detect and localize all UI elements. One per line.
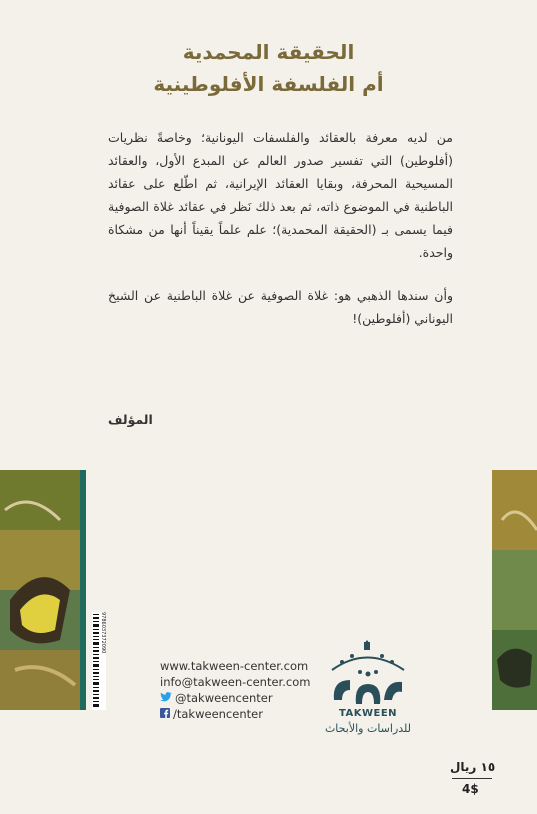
author-label: المؤلف xyxy=(108,412,153,427)
twitter-line[interactable] xyxy=(160,690,310,706)
publisher-name-ar: للدراسات والأبحاث xyxy=(324,722,412,735)
accent-strip xyxy=(80,470,86,710)
barcode-number: 9786037372090 xyxy=(100,612,106,654)
book-title-line-2: أم الفلسفة الأفلوطينية xyxy=(153,72,384,96)
website-text: www.takween-center.com xyxy=(160,659,309,673)
blurb-paragraph-1: من لديه معرفة بالعقائد والفلسفات اليونانية؛ وخاصةً نظريات (أفلوطين) التي تفسير صدور العالم عن المبدع الأول، والعقائد المسيحية المحرفة، وبقايا العقائد الإيرانية، ثم اطّلع على عقائد الباطنية في الموضوع ذاته، ثم بعد ذلك نَظر في عقائد غلاة الصوفية فيما يسمى بـ (الحقيقة المحمدية)؛ علم علماً يقيناً أنها من مشكاة واحدة. xyxy=(108,130,453,260)
price-divider xyxy=(452,778,492,779)
email-line[interactable] xyxy=(160,674,310,690)
facebook-icon xyxy=(160,706,170,722)
blurb-paragraph-2: وأن سندها الذهبي هو: غلاة الصوفية عن غلاة الباطنية عن الشيخ اليوناني (أفلوطين)! xyxy=(108,288,453,326)
website-line[interactable] xyxy=(160,658,310,674)
cover-artwork-right xyxy=(492,470,537,710)
price-riyal: ١٥ ريال xyxy=(450,760,496,774)
publisher-contacts xyxy=(160,658,310,722)
twitter-text: @takweencenter xyxy=(175,691,273,705)
book-title-line-1: الحقيقة المحمدية xyxy=(182,40,355,64)
price-dollar: 4$ xyxy=(462,782,479,796)
cover-artwork-left xyxy=(0,470,80,710)
facebook-text: /takweencenter xyxy=(173,707,263,721)
email-text: info@takween-center.com xyxy=(160,675,311,689)
publisher-name-en: TAKWEEN xyxy=(338,708,398,719)
barcode xyxy=(92,612,106,710)
facebook-line[interactable] xyxy=(160,706,310,722)
twitter-icon xyxy=(160,690,172,706)
